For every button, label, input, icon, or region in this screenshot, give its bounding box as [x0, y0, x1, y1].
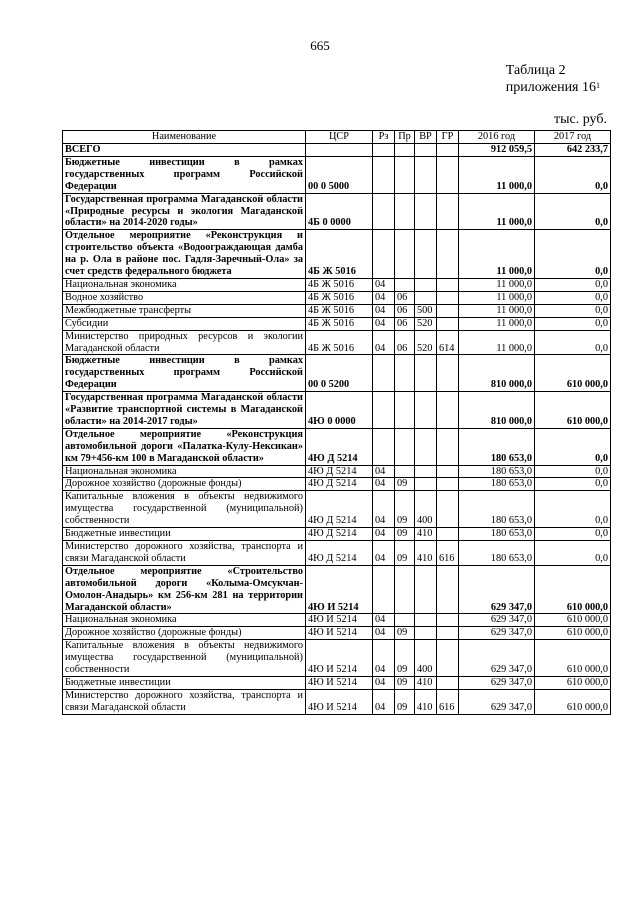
row-vr: [415, 392, 437, 429]
row-2017: 0,0: [535, 428, 611, 465]
row-csr: 4Б Ж 5016: [306, 317, 373, 330]
row-gr: [437, 428, 459, 465]
row-gr: [437, 291, 459, 304]
table-row: [63, 330, 611, 355]
table-header-row: [63, 131, 611, 144]
row-2017: 610 000,0: [535, 640, 611, 677]
header-rz: Рз: [373, 131, 395, 144]
row-csr: 4Б Ж 5016: [306, 278, 373, 291]
row-name: Водное хозяйство: [63, 291, 306, 304]
table-row: [63, 491, 611, 528]
row-pr: [395, 355, 415, 392]
row-name: Министерство дорожного хозяйства, транспорта и связи Магаданской области: [63, 541, 306, 566]
row-2016: 11 000,0: [459, 304, 535, 317]
row-2016: 810 000,0: [459, 392, 535, 429]
row-vr: 520: [415, 330, 437, 355]
table-row: [63, 478, 611, 491]
row-name: Отдельное мероприятие «Реконструкция автомобильной дороги «Палатка-Кулу-Нексикан» км 79+456-км 100 в Магаданской области»: [63, 428, 306, 465]
row-name: Капитальные вложения в объекты недвижимого имущества государственной (муниципальной) собственности: [63, 640, 306, 677]
row-2017: 0,0: [535, 291, 611, 304]
header-csr: ЦСР: [306, 131, 373, 144]
row-csr: 4Б Ж 5016: [306, 330, 373, 355]
row-csr: [306, 144, 373, 157]
table-row: [63, 465, 611, 478]
row-rz: 04: [373, 689, 395, 714]
row-name: Бюджетные инвестиции в рамках государственных программ Российской Федерации: [63, 156, 306, 193]
table-body: [63, 144, 611, 715]
row-pr: [395, 614, 415, 627]
row-2016: 629 347,0: [459, 676, 535, 689]
row-pr: [395, 278, 415, 291]
row-pr: 06: [395, 291, 415, 304]
row-2016: 629 347,0: [459, 689, 535, 714]
row-csr: 4Ю И 5214: [306, 676, 373, 689]
row-2017: 0,0: [535, 478, 611, 491]
row-name: Дорожное хозяйство (дорожные фонды): [63, 627, 306, 640]
row-2016: 629 347,0: [459, 614, 535, 627]
row-rz: [373, 230, 395, 279]
row-name: Национальная экономика: [63, 614, 306, 627]
row-vr: [415, 278, 437, 291]
header-pr: Пр: [395, 131, 415, 144]
row-2016: 11 000,0: [459, 278, 535, 291]
row-rz: 04: [373, 317, 395, 330]
row-csr: 4Ю И 5214: [306, 627, 373, 640]
row-2017: 610 000,0: [535, 565, 611, 614]
row-pr: [395, 144, 415, 157]
row-name: Национальная экономика: [63, 465, 306, 478]
row-name: Государственная программа Магаданской области «Природные ресурсы и экология Магаданской области» на 2014-2020 годы»: [63, 193, 306, 230]
row-name: Государственная программа Магаданской области «Развитие транспортной системы в Магаданской области» на 2014-2017 годы»: [63, 392, 306, 429]
row-2017: 0,0: [535, 156, 611, 193]
row-rz: 04: [373, 478, 395, 491]
table-row: [63, 428, 611, 465]
row-2016: 810 000,0: [459, 355, 535, 392]
row-gr: 616: [437, 689, 459, 714]
row-name: Бюджетные инвестиции: [63, 676, 306, 689]
row-gr: [437, 392, 459, 429]
row-2016: 11 000,0: [459, 230, 535, 279]
row-rz: 04: [373, 614, 395, 627]
row-rz: 04: [373, 541, 395, 566]
row-csr: 4Ю Д 5214: [306, 491, 373, 528]
row-gr: [437, 565, 459, 614]
row-gr: [437, 230, 459, 279]
row-2017: 610 000,0: [535, 689, 611, 714]
row-2016: 912 059,5: [459, 144, 535, 157]
table-label-line2: [506, 79, 600, 96]
budget-table: [62, 130, 611, 715]
row-2017: 610 000,0: [535, 676, 611, 689]
table-row: [63, 355, 611, 392]
row-gr: [437, 478, 459, 491]
row-vr: [415, 230, 437, 279]
table-row: [63, 156, 611, 193]
row-pr: 06: [395, 304, 415, 317]
row-pr: 09: [395, 627, 415, 640]
row-2017: 0,0: [535, 230, 611, 279]
row-rz: 04: [373, 291, 395, 304]
row-csr: 4Ю И 5214: [306, 614, 373, 627]
row-name: Субсидии: [63, 317, 306, 330]
page-number: 665: [310, 38, 330, 53]
row-vr: [415, 478, 437, 491]
row-vr: 410: [415, 528, 437, 541]
row-vr: 520: [415, 317, 437, 330]
table-row: [63, 278, 611, 291]
row-vr: [415, 355, 437, 392]
row-vr: [415, 627, 437, 640]
row-2017: 610 000,0: [535, 614, 611, 627]
row-vr: [415, 193, 437, 230]
row-name: Бюджетные инвестиции: [63, 528, 306, 541]
row-2017: 610 000,0: [535, 627, 611, 640]
row-name: Национальная экономика: [63, 278, 306, 291]
row-name: Министерство дорожного хозяйства, транспорта и связи Магаданской области: [63, 689, 306, 714]
row-vr: 410: [415, 676, 437, 689]
row-2016: 11 000,0: [459, 156, 535, 193]
table-row: [63, 317, 611, 330]
table-label-line1: Таблица 2: [505, 63, 566, 78]
row-rz: [373, 428, 395, 465]
row-vr: 500: [415, 304, 437, 317]
row-2016: 180 653,0: [459, 491, 535, 528]
table-row: [63, 640, 611, 677]
row-pr: 06: [395, 330, 415, 355]
row-gr: [437, 465, 459, 478]
row-name: Межбюджетные трансферты: [63, 304, 306, 317]
row-vr: 400: [415, 640, 437, 677]
row-csr: 4Ю Д 5214: [306, 528, 373, 541]
row-gr: [437, 614, 459, 627]
row-pr: [395, 565, 415, 614]
row-2017: 0,0: [535, 541, 611, 566]
table-row: [63, 541, 611, 566]
row-gr: [437, 144, 459, 157]
row-gr: [437, 528, 459, 541]
row-name: Министерство природных ресурсов и экологии Магаданской области: [63, 330, 306, 355]
row-2017: 642 233,7: [535, 144, 611, 157]
table-row: [63, 614, 611, 627]
row-rz: 04: [373, 627, 395, 640]
row-csr: 00 0 5200: [306, 355, 373, 392]
row-gr: 614: [437, 330, 459, 355]
row-name: Отдельное мероприятие «Строительство автомобильной дороги «Колыма-Омсукчан-Омолон-Анадырь» км 256-км 281 на территории Магаданской области»: [63, 565, 306, 614]
row-vr: 410: [415, 541, 437, 566]
row-2016: 180 653,0: [459, 528, 535, 541]
row-pr: [395, 465, 415, 478]
row-vr: 410: [415, 689, 437, 714]
row-2017: 0,0: [535, 491, 611, 528]
row-2016: 629 347,0: [459, 565, 535, 614]
row-name: Бюджетные инвестиции в рамках государственных программ Российской Федерации: [63, 355, 306, 392]
table-row: [63, 304, 611, 317]
table-row: [63, 627, 611, 640]
row-vr: [415, 614, 437, 627]
row-2016: 11 000,0: [459, 317, 535, 330]
row-gr: [437, 627, 459, 640]
row-csr: 4Ю И 5214: [306, 640, 373, 677]
table-row: [63, 528, 611, 541]
row-pr: 09: [395, 541, 415, 566]
table-row: [63, 291, 611, 304]
appendix-superscript: 1: [596, 81, 600, 90]
row-2017: 0,0: [535, 528, 611, 541]
row-2017: 0,0: [535, 465, 611, 478]
row-name: Дорожное хозяйство (дорожные фонды): [63, 478, 306, 491]
row-rz: 04: [373, 491, 395, 528]
row-pr: 09: [395, 676, 415, 689]
row-gr: [437, 193, 459, 230]
row-csr: 4Ю Д 5214: [306, 465, 373, 478]
row-csr: 4Ю Д 5214: [306, 428, 373, 465]
row-csr: 00 0 5000: [306, 156, 373, 193]
row-csr: 4Б Ж 5016: [306, 304, 373, 317]
row-csr: 4Б 0 0000: [306, 193, 373, 230]
row-pr: [395, 428, 415, 465]
row-rz: 04: [373, 640, 395, 677]
appendix-label: приложения 16: [505, 80, 596, 95]
row-2016: 11 000,0: [459, 330, 535, 355]
row-pr: 09: [395, 478, 415, 491]
table-row: [63, 230, 611, 279]
row-2017: 0,0: [535, 317, 611, 330]
row-rz: [373, 193, 395, 230]
row-pr: 09: [395, 528, 415, 541]
row-vr: [415, 144, 437, 157]
row-pr: 09: [395, 689, 415, 714]
row-rz: 04: [373, 304, 395, 317]
row-vr: [415, 156, 437, 193]
row-2016: 180 653,0: [459, 465, 535, 478]
row-csr: 4Ю И 5214: [306, 689, 373, 714]
row-rz: 04: [373, 278, 395, 291]
row-csr: 4Ю Д 5214: [306, 541, 373, 566]
header-2016: 2016 год: [459, 131, 535, 144]
table-row: [63, 144, 611, 157]
row-csr: 4Ю 0 0000: [306, 392, 373, 429]
row-gr: [437, 304, 459, 317]
units-label: тыс. руб.: [554, 112, 607, 127]
row-gr: [437, 640, 459, 677]
row-name: Капитальные вложения в объекты недвижимого имущества государственной (муниципальной) собственности: [63, 491, 306, 528]
row-gr: [437, 491, 459, 528]
row-vr: 400: [415, 491, 437, 528]
row-2016: 180 653,0: [459, 428, 535, 465]
header-2017: 2017 год: [535, 131, 611, 144]
row-pr: 09: [395, 640, 415, 677]
row-rz: 04: [373, 676, 395, 689]
row-rz: 04: [373, 330, 395, 355]
row-rz: [373, 355, 395, 392]
row-csr: 4Ю Д 5214: [306, 478, 373, 491]
header-vr: ВР: [415, 131, 437, 144]
row-2016: 180 653,0: [459, 541, 535, 566]
row-name: ВСЕГО: [63, 144, 306, 157]
row-vr: [415, 465, 437, 478]
row-name: Отдельное мероприятие «Реконструкция и строительство объекта «Водоограждающая дамба на р. Ола в районе пос. Гадля-Заречный-Ола» за счет средств федерального бюджета: [63, 230, 306, 279]
row-rz: 04: [373, 465, 395, 478]
row-pr: [395, 230, 415, 279]
row-2017: 0,0: [535, 330, 611, 355]
table-label: [506, 62, 600, 96]
row-2017: 610 000,0: [535, 392, 611, 429]
row-csr: 4Б Ж 5016: [306, 291, 373, 304]
row-2017: 0,0: [535, 193, 611, 230]
table-row: [63, 689, 611, 714]
row-2016: 180 653,0: [459, 478, 535, 491]
row-pr: [395, 193, 415, 230]
row-csr: 4Б Ж 5016: [306, 230, 373, 279]
row-gr: [437, 278, 459, 291]
row-2016: 11 000,0: [459, 193, 535, 230]
row-2017: 610 000,0: [535, 355, 611, 392]
row-gr: [437, 355, 459, 392]
row-2017: 0,0: [535, 304, 611, 317]
row-pr: 09: [395, 491, 415, 528]
row-2017: 0,0: [535, 278, 611, 291]
row-vr: [415, 291, 437, 304]
row-rz: [373, 156, 395, 193]
row-pr: [395, 156, 415, 193]
row-rz: [373, 144, 395, 157]
header-name: Наименование: [63, 131, 306, 144]
row-csr: 4Ю И 5214: [306, 565, 373, 614]
row-pr: 06: [395, 317, 415, 330]
row-rz: 04: [373, 528, 395, 541]
row-rz: [373, 565, 395, 614]
row-2016: 629 347,0: [459, 627, 535, 640]
table-row: [63, 565, 611, 614]
row-vr: [415, 428, 437, 465]
table-row: [63, 193, 611, 230]
table-row: [63, 392, 611, 429]
row-vr: [415, 565, 437, 614]
row-gr: [437, 676, 459, 689]
table-row: [63, 676, 611, 689]
row-gr: [437, 317, 459, 330]
row-pr: [395, 392, 415, 429]
row-rz: [373, 392, 395, 429]
row-2016: 629 347,0: [459, 640, 535, 677]
row-gr: 616: [437, 541, 459, 566]
row-gr: [437, 156, 459, 193]
header-gr: ГР: [437, 131, 459, 144]
row-2016: 11 000,0: [459, 291, 535, 304]
